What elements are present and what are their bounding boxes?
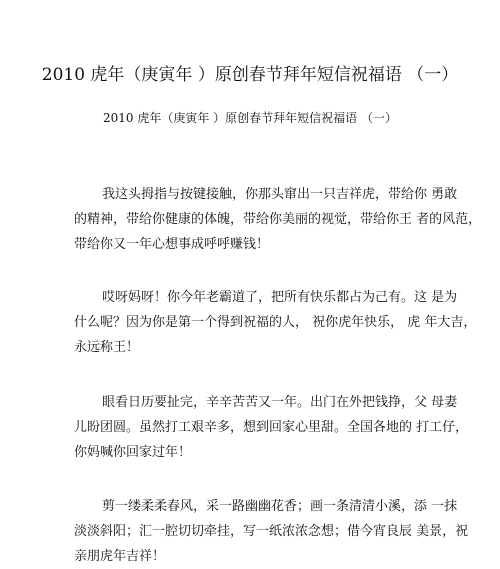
paragraph-line: 的精神，带给你健康的体魄，带给你美丽的视觉，带给你王 者的风范， — [74, 212, 482, 227]
paragraph-line: 眼看日历要扯完，辛辛苦苦又一年。出门在外把钱挣，父 母妻 — [102, 395, 458, 410]
paragraph-line: 剪一缕柔柔春风，采一路幽幽花香；画一条清清小溪，添 一抹 — [102, 499, 458, 514]
document-subtitle: 2010 虎年（庚寅年 ）原创春节拜年短信祝福语 （一） — [103, 111, 397, 125]
paragraph-line: 我这头拇指与按键接触，你那头窜出一只吉祥虎，带给你 勇敢 — [102, 187, 458, 202]
document-title: 2010 虎年（庚寅年 ）原创春节拜年短信祝福语 （一） — [41, 65, 459, 85]
paragraph-line: 带给你又一年心想事成呼呼赚钱！ — [74, 237, 270, 252]
paragraph-line: 你妈喊你回家过年！ — [74, 445, 192, 460]
paragraph-line: 儿盼团圆。虽然打工艰辛多，想到回家心里甜。全国各地的 打工仔， — [74, 420, 469, 435]
paragraph — [74, 390, 469, 465]
paragraph-line: 永远称王！ — [74, 340, 140, 355]
paragraph-line: 哎呀妈呀！你今年老霸道了，把所有快乐都占为己有。这 是为 — [102, 290, 458, 305]
paragraph-line: 淡淡斜阳；汇一腔切切牵挂，写一纸浓浓念想；借今宵良辰 美景，祝 — [74, 524, 469, 539]
paragraph — [74, 494, 469, 569]
paragraph-line: 什么呢？因为你是第一个得到祝福的人， 祝你虎年快乐， 虎 年大吉， — [74, 315, 477, 330]
paragraph — [74, 285, 477, 360]
paragraph-line: 亲朋虎年吉祥！ — [74, 549, 166, 564]
paragraph — [74, 182, 482, 257]
